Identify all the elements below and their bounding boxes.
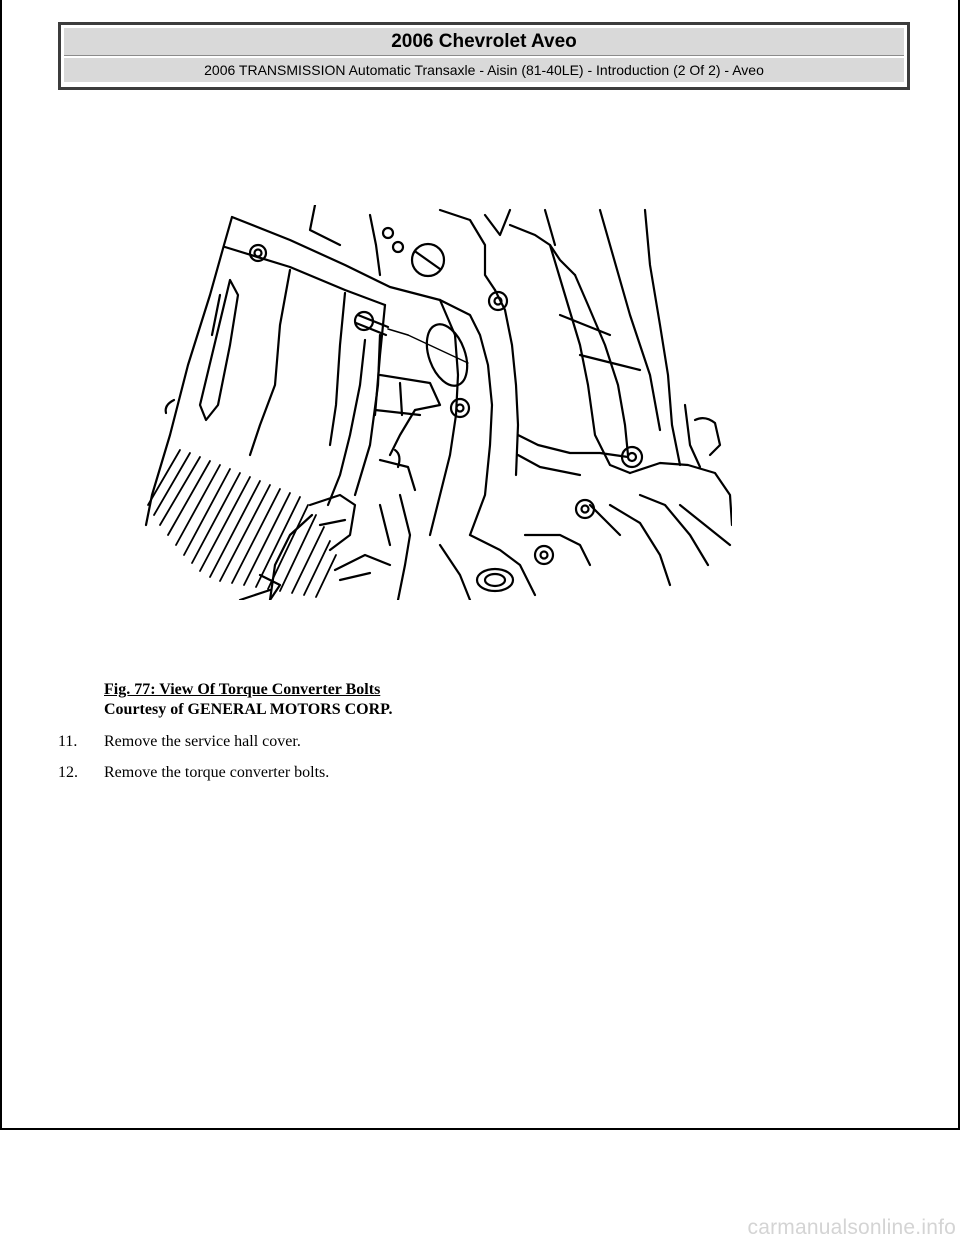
- step-number: 12.: [58, 764, 78, 781]
- document-header: [58, 22, 910, 90]
- figure-caption-title: Fig. 77: View Of Torque Converter Bolts: [104, 681, 381, 698]
- header-title: 2006 Chevrolet Aveo: [64, 28, 904, 56]
- header-subtitle: 2006 TRANSMISSION Automatic Transaxle - Aisin (81-40LE) - Introduction (2 Of 2) - Aveo: [64, 58, 904, 82]
- watermark: carmanualsonline.info: [747, 1216, 956, 1239]
- figure-caption-credit: Courtesy of GENERAL MOTORS CORP.: [104, 701, 393, 718]
- torque-converter-illustration: [140, 205, 732, 600]
- step-number: 11.: [58, 733, 78, 750]
- step-text: Remove the service hall cover.: [104, 733, 301, 750]
- step-text: Remove the torque converter bolts.: [104, 764, 330, 781]
- figure-caption: [104, 680, 392, 720]
